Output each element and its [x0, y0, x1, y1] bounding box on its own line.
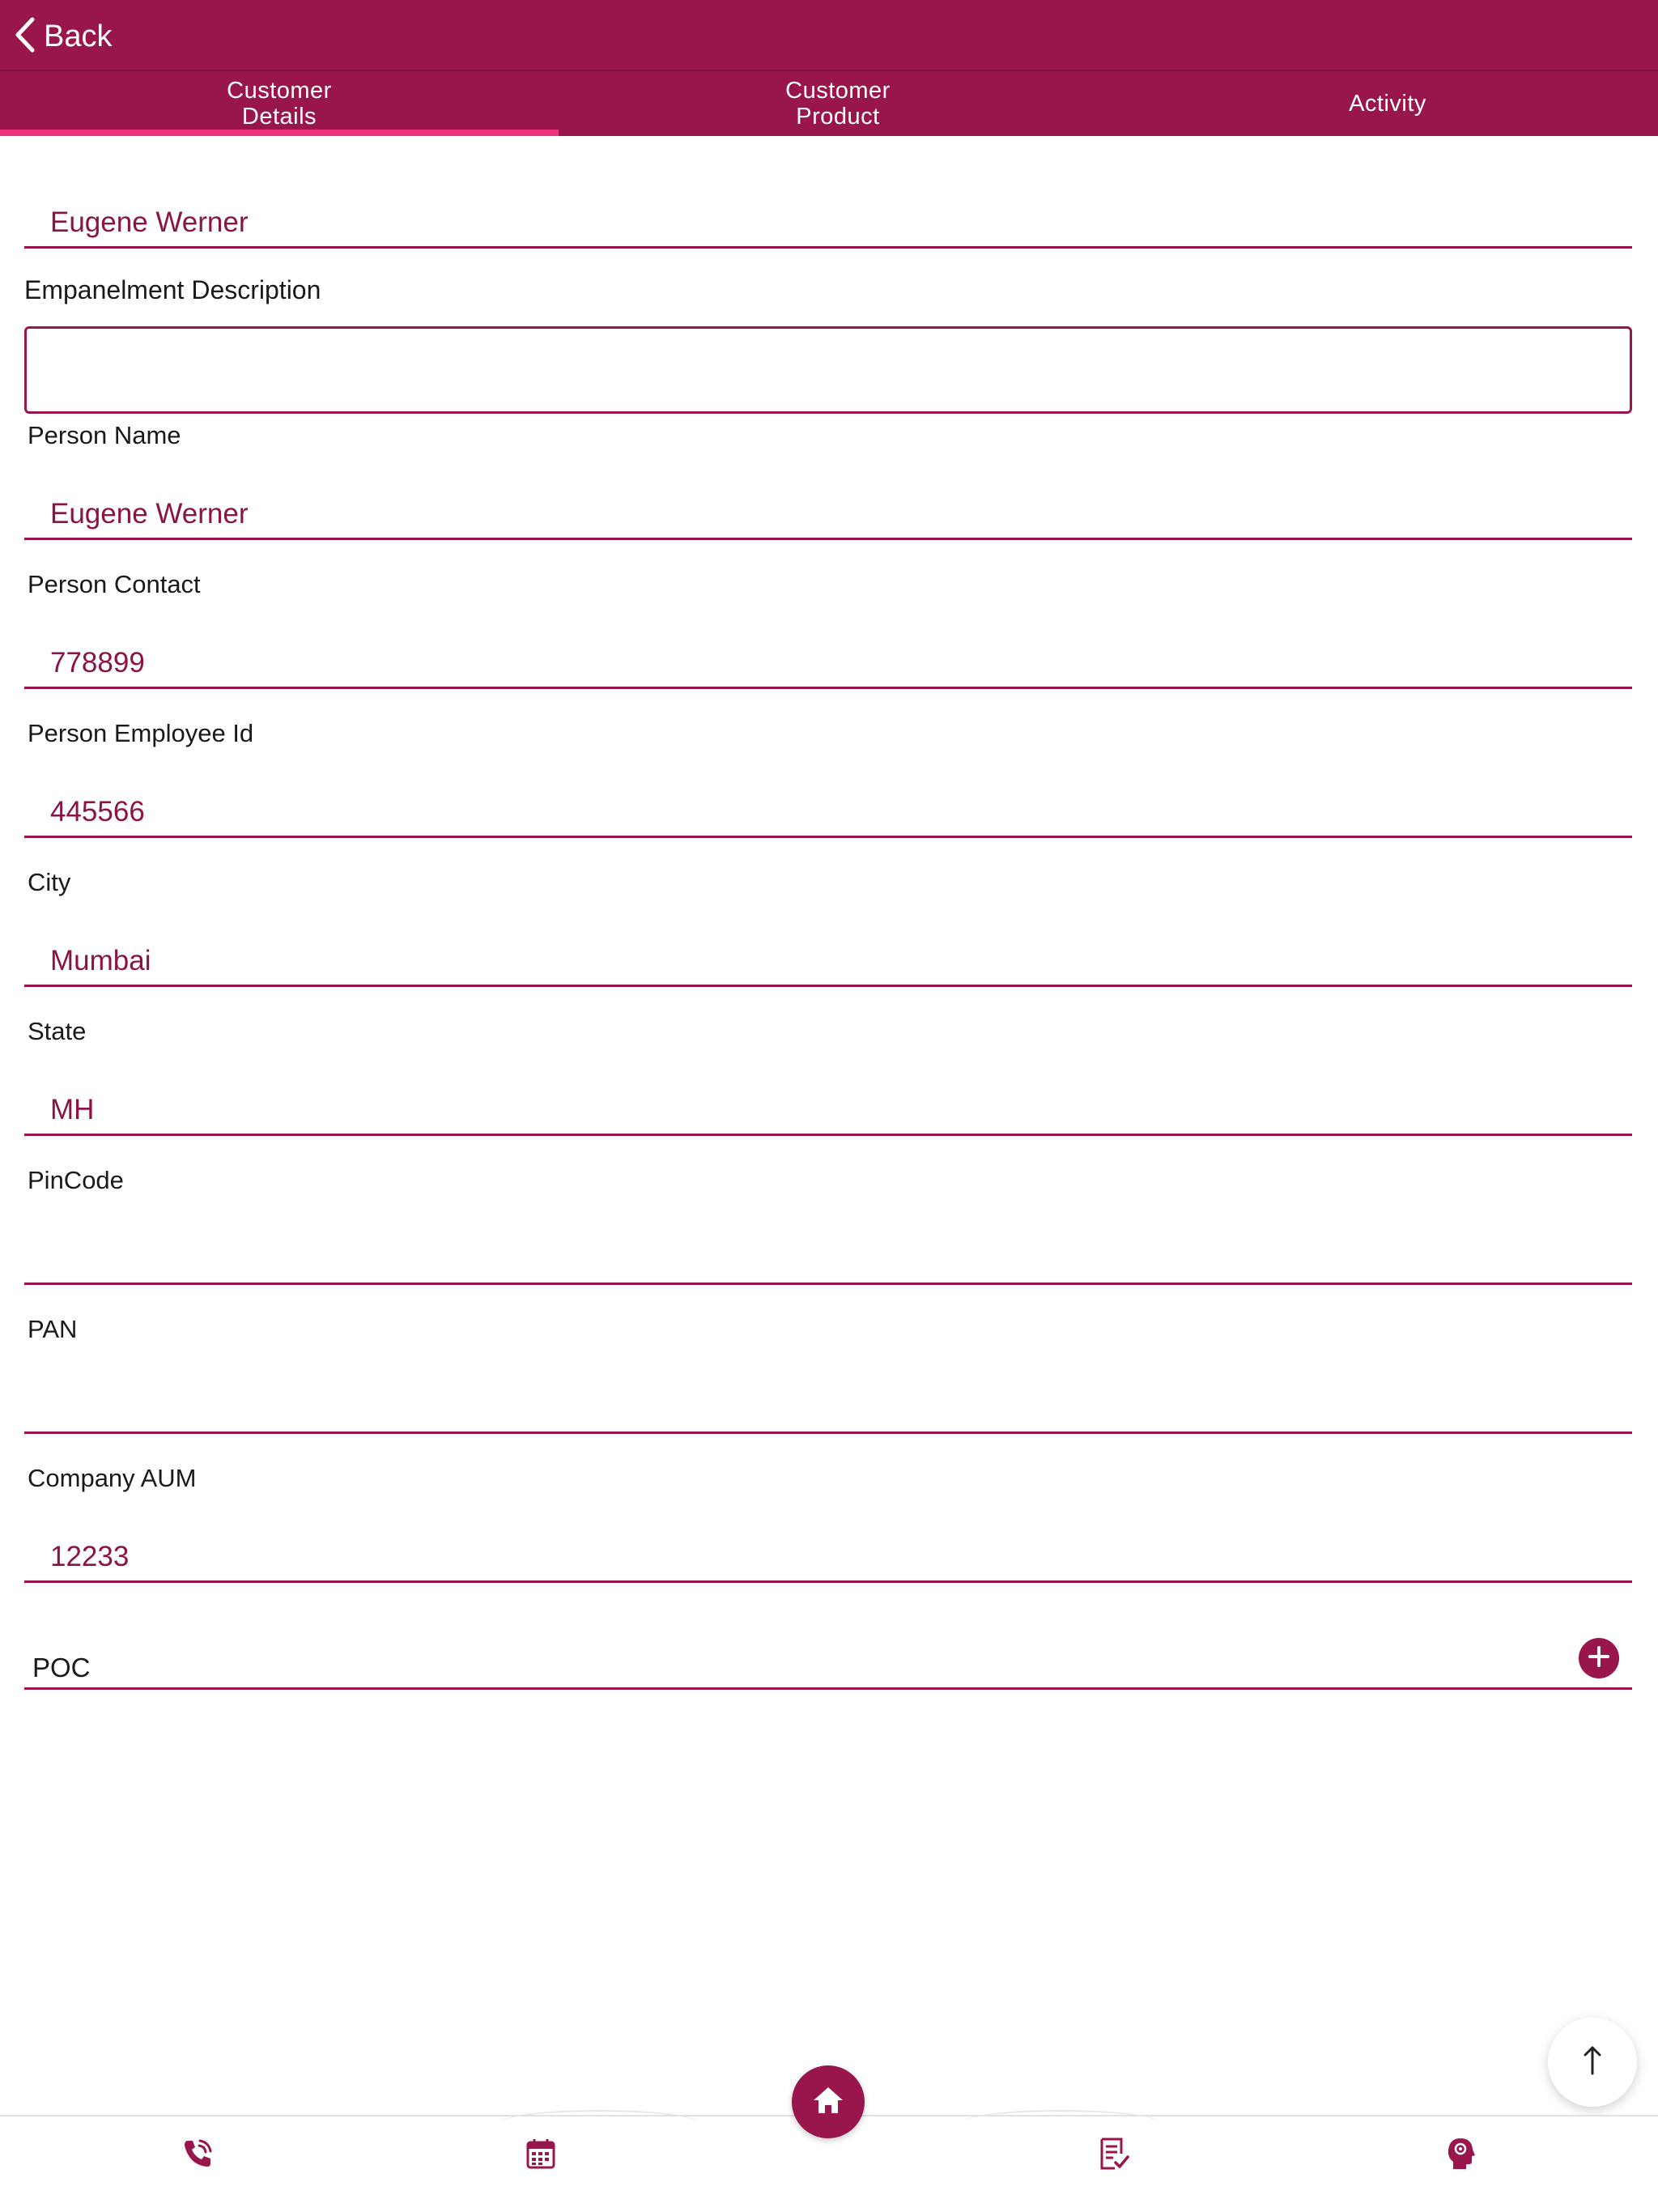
tab-customer-product[interactable]	[559, 71, 1117, 136]
calendar-icon	[525, 2137, 557, 2175]
company-aum-label: Company AUM	[28, 1464, 197, 1492]
person-employee-id-field[interactable]: 445566	[24, 773, 1632, 838]
pincode-field[interactable]	[24, 1220, 1632, 1285]
person-contact-field[interactable]: 778899	[24, 624, 1632, 689]
empanelment-description-label: Empanelment Description	[24, 275, 321, 304]
poc-row	[24, 1633, 1632, 1690]
pan-label: PAN	[28, 1315, 78, 1343]
pan-field[interactable]	[24, 1369, 1632, 1434]
tab-label: Activity	[1349, 91, 1426, 117]
tab-label: Customer Product	[785, 78, 891, 130]
home-icon	[810, 2084, 846, 2121]
customer-name-field[interactable]: Eugene Werner	[24, 184, 1632, 249]
nav-insights-button[interactable]	[1436, 2131, 1485, 2180]
back-button[interactable]	[13, 15, 112, 58]
tab-activity[interactable]	[1117, 71, 1658, 136]
chevron-left-icon	[13, 16, 37, 57]
person-name-label: Person Name	[28, 421, 181, 449]
tab-bar	[0, 71, 1658, 136]
phone-call-icon	[180, 2136, 215, 2176]
person-contact-label: Person Contact	[28, 570, 201, 598]
nav-home-button[interactable]	[792, 2065, 865, 2138]
state-label: State	[28, 1017, 87, 1045]
scroll-top-button[interactable]	[1548, 2018, 1637, 2107]
poc-label: POC	[32, 1652, 91, 1682]
empanelment-description-input[interactable]	[24, 326, 1632, 414]
back-label: Back	[44, 19, 113, 53]
brain-head-icon	[1444, 2136, 1477, 2176]
arrow-up-icon	[1580, 2044, 1605, 2081]
tab-label: Customer Details	[227, 78, 332, 130]
app-header	[0, 0, 1658, 136]
state-field[interactable]: MH	[24, 1071, 1632, 1136]
checklist-icon	[1097, 2136, 1131, 2176]
add-poc-button[interactable]	[1579, 1638, 1619, 1678]
nav-tasks-button[interactable]	[1090, 2131, 1138, 2180]
tab-customer-details[interactable]	[0, 71, 559, 136]
person-employee-id-label: Person Employee Id	[28, 719, 254, 747]
person-name-field[interactable]: Eugene Werner	[24, 475, 1632, 540]
city-field[interactable]: Mumbai	[24, 922, 1632, 987]
nav-call-button[interactable]	[173, 2131, 222, 2180]
company-aum-field[interactable]: 12233	[24, 1518, 1632, 1583]
pincode-label: PinCode	[28, 1166, 124, 1194]
plus-icon	[1587, 1644, 1611, 1673]
nav-calendar-button[interactable]	[517, 2131, 565, 2180]
city-label: City	[28, 868, 71, 896]
